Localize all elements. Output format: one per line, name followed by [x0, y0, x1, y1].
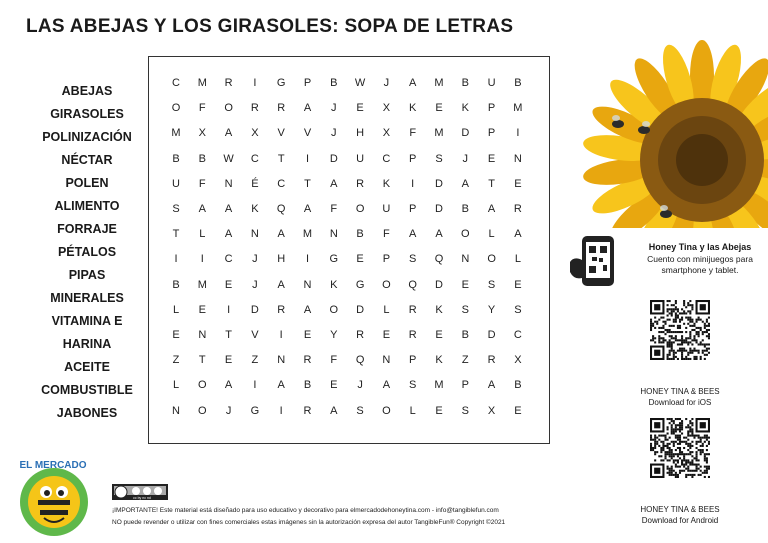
grid-letter: D [250, 303, 259, 316]
grid-letter: M [434, 77, 444, 89]
grid-letter: T [488, 177, 495, 190]
grid-letter: X [487, 404, 496, 417]
android-qr-code[interactable] [650, 418, 710, 478]
grid-letter: O [382, 404, 391, 417]
grid-letter: E [356, 102, 364, 115]
grid-letter: I [516, 127, 520, 140]
grid-letter: L [172, 303, 180, 316]
grid-letter: E [382, 329, 391, 341]
grid-letter: I [253, 77, 257, 89]
grid-letter: S [172, 203, 180, 215]
grid-letter: U [172, 177, 180, 190]
word-item: POLINIZACIÓN [42, 130, 132, 144]
grid-letter: E [224, 354, 233, 367]
grid-letter: E [356, 253, 364, 266]
el-mercado-logo [8, 452, 98, 540]
grid-letter: R [513, 203, 522, 215]
grid-letter: R [487, 354, 496, 367]
grid-letter: J [462, 152, 469, 165]
grid-letter: G [355, 278, 365, 291]
grid-letter: É [251, 177, 259, 190]
grid-letter: A [382, 379, 391, 392]
grid-letter: X [251, 127, 259, 140]
grid-letter: A [303, 303, 312, 316]
word-item: COMBUSTIBLE [41, 383, 133, 397]
grid-letter: W [354, 77, 366, 89]
grid-letter: N [382, 354, 391, 367]
grid-letter: C [277, 177, 286, 190]
grid-letter: X [198, 127, 206, 140]
grid-letter: N [172, 404, 180, 417]
grid-letter: B [356, 228, 364, 241]
grid-letter: B [198, 152, 206, 165]
grid-letter: S [435, 152, 443, 165]
grid-letter: O [329, 303, 339, 316]
grid-letter: I [305, 152, 310, 165]
svg-text:cc by nc nd: cc by nc nd [133, 496, 151, 500]
word-item: NÉCTAR [61, 153, 113, 167]
grid-letter: K [461, 102, 469, 115]
grid-letter: K [409, 102, 417, 115]
grid-letter: L [199, 228, 206, 241]
grid-letter: I [174, 253, 178, 266]
grid-letter: Z [461, 354, 469, 367]
grid-letter: O [487, 253, 496, 266]
grid-letter: H [277, 253, 286, 266]
grid-letter: S [409, 379, 417, 392]
word-item: VITAMINA E [51, 314, 123, 328]
grid-letter: N [277, 354, 286, 367]
grid-letter: J [252, 253, 258, 266]
grid-letter: L [172, 379, 180, 392]
grid-letter: L [383, 303, 390, 316]
word-item: FORRAJE [57, 222, 117, 236]
grid-letter: A [461, 177, 469, 190]
grid-letter: M [434, 379, 444, 392]
grid-letter: M [513, 102, 523, 115]
grid-letter: S [409, 253, 417, 266]
grid-letter: R [356, 329, 365, 341]
grid-letter: E [461, 278, 469, 291]
grid-letter: I [200, 253, 204, 266]
grid-letter: A [277, 228, 285, 241]
app-title: Honey Tina y las Abejas [648, 242, 752, 252]
grid-letter: F [330, 203, 338, 215]
grid-letter: E [487, 152, 496, 165]
grid-letter: Q [276, 203, 286, 215]
grid-letter: U [382, 203, 391, 215]
grid-letter: A [224, 127, 233, 140]
grid-letter: Z [172, 354, 180, 367]
grid-letter: D [435, 203, 443, 215]
grid-letter: E [224, 278, 233, 291]
grid-letter: N [513, 152, 522, 165]
grid-letter: R [303, 354, 312, 367]
grid-letter: A [303, 102, 312, 115]
grid-letter: B [461, 203, 469, 215]
grid-letter: X [382, 127, 391, 140]
grid-letter: P [487, 127, 496, 140]
grid-letter: D [435, 278, 443, 291]
grid-letter: T [172, 228, 180, 241]
grid-letter: S [487, 278, 496, 291]
grid-letter: T [198, 354, 206, 367]
grid-letter: U [356, 152, 365, 165]
grid-letter: U [487, 77, 496, 89]
grid-letter: H [356, 127, 365, 140]
grid-letter: O [198, 404, 207, 417]
phone-qr-icon [568, 232, 628, 292]
grid-letter: S [461, 303, 469, 316]
grid-letter: E [198, 303, 206, 316]
grid-letter: N [198, 329, 207, 341]
grid-letter: A [224, 203, 233, 215]
grid-letter: E [435, 404, 443, 417]
grid-letter: K [435, 303, 443, 316]
grid-letter: C [224, 253, 233, 266]
grid-letter: D [461, 127, 470, 140]
sunflower-image [552, 0, 768, 228]
grid-letter: J [383, 77, 390, 89]
grid-letter: M [302, 228, 313, 241]
grid-letter: T [277, 152, 285, 165]
grid-letter: I [227, 303, 231, 316]
word-item: GIRASOLES [50, 107, 124, 121]
grid-letter: R [303, 404, 312, 417]
word-item: MINERALES [50, 291, 124, 305]
grid-letter: V [303, 127, 312, 140]
grid-letter: B [514, 379, 522, 392]
grid-letter: I [279, 329, 283, 341]
grid-letter: R [224, 77, 233, 89]
grid-letter: S [514, 303, 522, 316]
grid-letter: J [357, 379, 363, 392]
grid-letter: S [461, 404, 469, 417]
grid-letter: M [434, 127, 444, 140]
word-list [22, 80, 152, 425]
grid-letter: K [435, 354, 443, 367]
grid-letter: E [435, 102, 443, 115]
grid-letter: T [304, 177, 311, 190]
grid-letter: M [171, 127, 181, 140]
grid-letter: A [330, 177, 338, 190]
grid-letter: J [331, 102, 337, 115]
grid-letter: F [198, 177, 206, 190]
word-item: PIPAS [68, 268, 106, 282]
grid-letter: G [276, 77, 286, 89]
grid-letter: P [303, 77, 312, 89]
word-item: JABONES [56, 406, 118, 420]
grid-letter: J [225, 404, 232, 417]
grid-letter: K [382, 177, 391, 190]
grid-letter: L [409, 404, 416, 417]
grid-letter: V [251, 329, 259, 341]
grid-letter: A [224, 379, 233, 392]
grid-letter: D [487, 329, 496, 341]
grid-letter: F [330, 354, 338, 367]
grid-letter: T [225, 329, 232, 341]
grid-letter: N [224, 177, 233, 190]
grid-letter: A [409, 228, 417, 241]
grid-letter: K [251, 203, 259, 215]
grid-letter: K [330, 278, 338, 291]
word-item: HARINA [62, 337, 112, 351]
grid-letter: R [277, 102, 286, 115]
grid-letter: B [303, 379, 312, 392]
grid-letter: Q [408, 278, 417, 291]
grid-letter: W [223, 152, 234, 165]
grid-letter: D [356, 303, 365, 316]
grid-letter: J [331, 127, 337, 140]
grid-letter: O [198, 379, 207, 392]
grid-letter: O [171, 102, 181, 115]
page-title: LAS ABEJAS Y LOS GIRASOLES: SOPA DE LETRAS [26, 16, 514, 37]
grid-letter: A [330, 404, 338, 417]
grid-letter: I [279, 404, 283, 417]
grid-letter: N [303, 278, 312, 291]
grid-letter: L [514, 253, 521, 266]
ios-qr-caption: HONEY TINA & BEES Download for iOS [640, 387, 720, 407]
grid-letter: E [303, 329, 312, 341]
grid-letter: P [461, 379, 469, 392]
grid-letter: B [514, 77, 522, 89]
grid-letter: A [277, 278, 285, 291]
grid-letter: F [198, 102, 206, 115]
grid-letter: P [409, 354, 417, 367]
grid-letter: A [487, 379, 496, 392]
grid-letter: Q [355, 354, 365, 367]
notice-line-1: ¡IMPORTANTE! Este material está diseñado para uso educativo y decorativo para elmercadodehoneytina.com - info@tangiblefun.com [112, 507, 499, 514]
grid-letter: B [461, 77, 469, 89]
grid-letter: A [198, 203, 206, 215]
grid-letter: C [513, 329, 522, 341]
grid-letter: X [382, 102, 391, 115]
grid-letter: R [250, 102, 259, 115]
grid-letter: C [250, 152, 259, 165]
grid-letter: J [252, 278, 258, 291]
grid-letter: M [197, 77, 207, 89]
app-promo [568, 232, 768, 292]
grid-letter: E [172, 329, 180, 341]
grid-letter: E [514, 278, 522, 291]
grid-letter: I [305, 253, 310, 266]
grid-letter: P [487, 102, 496, 115]
grid-letter: Q [434, 253, 444, 266]
grid-letter: E [435, 329, 443, 341]
grid-letter: O [461, 228, 470, 241]
grid-letter: G [329, 253, 339, 266]
grid-letter: F [383, 228, 390, 241]
letter-grid [148, 56, 550, 444]
grid-letter: C [172, 77, 180, 89]
grid-letter: A [277, 379, 285, 392]
grid-letter: R [277, 303, 286, 316]
grid-letter: I [411, 177, 415, 190]
grid-letter: O [382, 278, 391, 291]
grid-letter: G [250, 404, 260, 417]
grid-letter: E [514, 404, 522, 417]
grid-letter: A [409, 77, 417, 89]
grid-letter: A [487, 203, 496, 215]
notice-line-2: NO puede revender o utilizar con fines comerciales estas imágenes sin la autorización expresa del autor TangibleFun® Copyright ©2021 [112, 519, 506, 526]
grid-letter: P [409, 203, 417, 215]
grid-letter: M [197, 278, 207, 291]
grid-letter: D [435, 177, 443, 190]
grid-letter: N [329, 228, 338, 241]
grid-letter: L [488, 228, 495, 241]
grid-letter: E [330, 379, 338, 392]
grid-letter: B [461, 329, 469, 341]
grid-letter: C [382, 152, 391, 165]
grid-letter: Z [251, 354, 259, 367]
grid-letter: F [409, 127, 417, 140]
grid-letter: Y [487, 303, 496, 316]
grid-letter: O [224, 102, 233, 115]
grid-letter: P [382, 253, 391, 266]
grid-letter: R [356, 177, 365, 190]
word-item: PÉTALOS [57, 245, 117, 259]
grid-letter: B [330, 77, 338, 89]
word-item: POLEN [65, 176, 109, 190]
grid-letter: N [250, 228, 259, 241]
android-qr-caption: HONEY TINA & BEES Download for Android [640, 505, 720, 525]
word-item: ALIMENTO [54, 199, 120, 213]
grid-letter: D [329, 152, 338, 165]
grid-letter: A [224, 228, 233, 241]
grid-letter: R [408, 329, 417, 341]
cc-license-badge [112, 484, 168, 500]
grid-letter: A [514, 228, 522, 241]
grid-letter: N [461, 253, 470, 266]
grid-letter: Y [330, 329, 338, 341]
grid-letter: B [172, 152, 180, 165]
grid-letter: R [408, 303, 417, 316]
grid-letter: A [303, 203, 312, 215]
svg-text:EL MERCADO: EL MERCADO [19, 460, 87, 471]
grid-letter: O [355, 203, 365, 215]
ios-qr-code[interactable] [650, 300, 710, 360]
app-description: Cuento con minijuegos para smartphone y tablet. [647, 254, 753, 275]
grid-letter: V [277, 127, 285, 140]
grid-letter: S [356, 404, 364, 417]
grid-letter: B [172, 278, 180, 291]
grid-letter: X [514, 354, 522, 367]
grid-letter: P [409, 152, 417, 165]
grid-letter: I [253, 379, 257, 392]
grid-letter: E [514, 177, 522, 190]
grid-letter: A [435, 228, 443, 241]
word-item: ABEJAS [61, 84, 113, 98]
word-item: ACEITE [64, 360, 110, 374]
